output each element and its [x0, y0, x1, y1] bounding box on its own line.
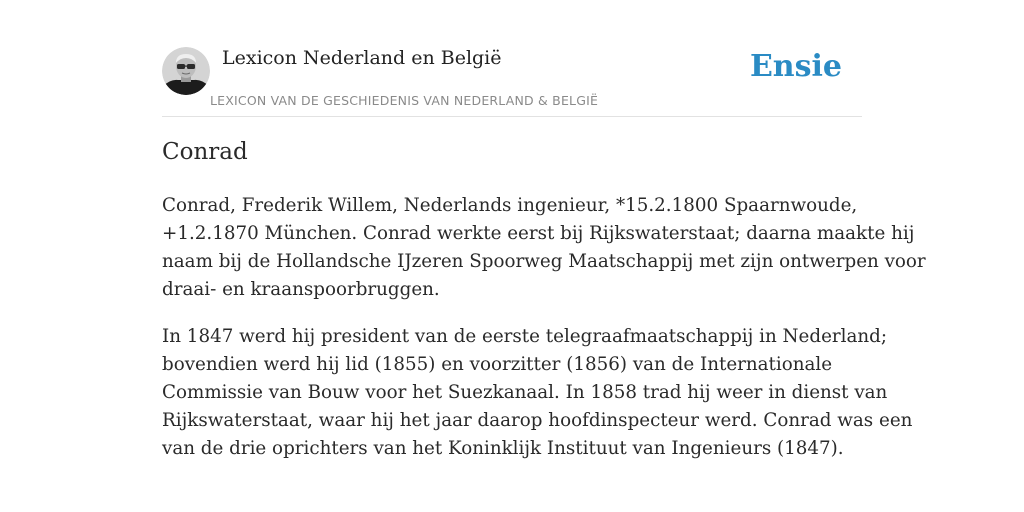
person-portrait-icon[interactable]	[162, 47, 210, 95]
text-line: Commissie van Bouw voor het Suezkanaal. In 1858 trad hij weer in dienst van	[162, 382, 888, 403]
text-line: Conrad, Frederik Willem, Nederlands ingenieur, *15.2.1800 Spaarnwoude,	[162, 195, 858, 216]
site-title-link[interactable]: Lexicon Nederland en België	[222, 47, 502, 69]
text-line: In 1847 werd hij president van de eerste telegraafmaatschappij in Nederland;	[162, 326, 888, 347]
text-line: draai- en kraanspoorbruggen.	[162, 279, 440, 300]
site-header	[162, 44, 862, 117]
text-line: bovendien werd hij lid (1855) en voorzitter (1856) van de Internationale	[162, 354, 833, 375]
brand-logo-link[interactable]: Ensie	[749, 49, 842, 84]
text-line: van de drie oprichters van het Koninklijk Instituut van Ingenieurs (1847).	[162, 438, 844, 459]
text-line: naam bij de Hollandsche IJzeren Spoorweg Maatschappij met zijn ontwerpen voor	[162, 251, 926, 272]
article-paragraph	[162, 192, 926, 304]
text-line: Rijkswaterstaat, waar hij het jaar daarop hoofdinspecteur werd. Conrad was een	[162, 410, 913, 431]
article-paragraph	[162, 323, 913, 463]
article-title: Conrad	[162, 139, 248, 165]
text-line: +1.2.1870 München. Conrad werkte eerst bij Rijkswaterstaat; daarna maakte hij	[162, 223, 915, 244]
article-body	[162, 192, 926, 482]
site-subtitle: LEXICON VAN DE GESCHIEDENIS VAN NEDERLAND & BELGIË	[210, 93, 599, 108]
